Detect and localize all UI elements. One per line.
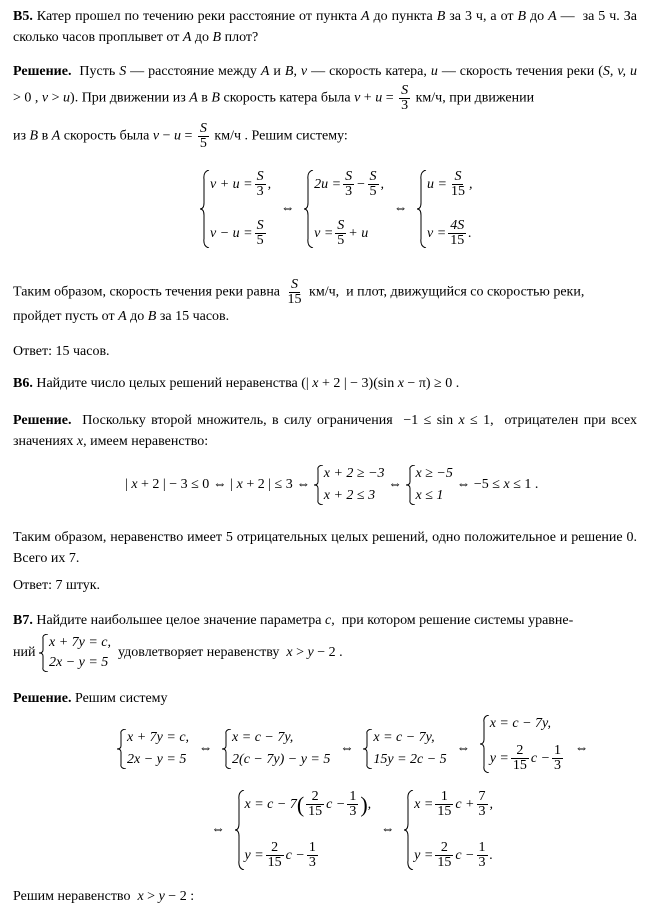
b7-solution: Решение. Решим систему [13,691,168,706]
system-3: u = S 15 , v = 4S 15 . [417,170,472,248]
b6-answer: Ответ: 7 штук. [13,578,100,593]
b6-number: B6. [13,376,33,391]
brace-icon [363,729,373,769]
b7-chain-1: x + 7y = c, 2x − y = 5 ⇔ x = c − 7y, 2(c − 7y) − y = 5 ⇔ x = c − 7y, 15y = 2c − 5 ⇔ x = c − 7y, y = 2 15 c − 1 3 ⇔ [117,725,595,773]
b7-problem: B7. Найдите наибольшее целое значение параметра c, при котором решение системы уравне- [13,613,574,628]
system-2: 2u = S 3 − S 5 , v = S 5 + u [304,170,384,248]
system-b7-3: x = c − 7y, 15y = 2c − 5 [363,729,446,769]
system-b6-1: x + 2 ≥ −3 x + 2 ≤ 3 [314,465,385,505]
b5-solution-label: Решение. [13,64,72,79]
b6-solution-label: Решение. [13,413,72,428]
brace-icon [314,465,324,505]
b7-last: Решим неравенство x > y − 2 : [13,889,195,904]
system-b7-4: x = c − 7y, y = 2 15 c − 1 3 [480,715,565,773]
brace-icon [222,729,232,769]
b5-problem: B5. Катер прошел по течению реки расстояние от пункта A до пункта B за 3 ч, а от B до A — за 5 ч. За сколько часов проплывет от A до B плот? [13,9,637,45]
b5-system-chain: v + u = S 3 , v − u = S 5 ⇔ 2u = S 3 − S 5 , v = S 5 + u ⇔ u = S 15 , v = 4S 15 . [200,170,472,248]
b6-chain: | x + 2 | − 3 ≤ 0 ⇔ | x + 2 | ≤ 3 ⇔ x + 2 ≥ −3 x + 2 ≤ 3 ⇔ x ≥ −5 x ≤ 1 ⇔ −5 ≤ x ≤ 1 . [125,466,539,503]
brace-icon [480,715,490,773]
b5-conclusion: Таким образом, скорость течения реки равна $\frac{S}{15}$ км/ч, и плот, движущийся со скоростью реки, [13,277,585,307]
b7-number: B7. [13,613,33,628]
b5-solution: Решение. Пусть S — расстояние между A и B, v — скорость катера, u — скорость течения реки (S, v, u > 0 , v > u). При движении из A в B скорость катера была v + u = $\frac{S}{3}$ км/ч, при движении [13,64,638,113]
b6-problem: B6. Найдите число целых решений неравенства (| x + 2 | − 3)(sin x − π) ≥ 0 . [13,376,460,391]
b7-solution-label: Решение. [13,691,72,706]
b5-number: B5. [13,9,33,24]
system-b7-5: x = c − 7 ( 2 15 c − 1 3 ) , y = 2 15 c − 1 3 [235,790,372,870]
system-b7-1: x + 7y = c, 2x − y = 5 [117,729,189,769]
system-b7-2: x = c − 7y, 2(c − 7y) − y = 5 [222,729,330,769]
b5-answer: Ответ: 15 часов. [13,344,110,359]
brace-icon [39,634,49,672]
b5-solution-cont: из B в A скорость была v − u = $\frac{S}{5}$ км/ч . Решим систему: [13,121,348,151]
system-b7-given: x + 7y = c, 2x − y = 5 [39,634,111,672]
brace-icon [304,170,314,248]
brace-icon [117,729,127,769]
brace-icon [406,465,416,505]
brace-icon [404,790,414,870]
system-b6-2: x ≥ −5 x ≤ 1 [406,465,453,505]
system-b7-6: x = 1 15 c + 7 3 , y = 2 15 c − 1 3 . [404,790,493,870]
b5-conclusion-cont: пройдет пусть от A до B за 15 часов. [13,309,230,324]
b7-chain-2: ⇔ x = c − 7 ( 2 15 c − 1 3 ) , y = 2 15 c − 1 3 ⇔ x = 1 15 c + 7 3 , y = 2 15 c − 1 3 . [211,789,493,870]
system-1: v + u = S 3 , v − u = S 5 [200,170,271,248]
b6-solution: Решение. Поскольку второй множитель, в силу ограничения −1 ≤ sin x ≤ 1, отрицателен при всех значениях x, имеем неравенство: [13,413,638,449]
brace-icon [235,790,245,870]
b7-problem-cont: ний x + 7y = c, 2x − y = 5 удовлетворяет неравенству x > y − 2 . [13,635,343,670]
b6-conclusion: Таким образом, неравенство имеет 5 отрицательных целых решений, одно положительное и решение 0. Всего их 7. [13,530,637,566]
brace-icon [417,170,427,248]
brace-icon [200,170,210,248]
